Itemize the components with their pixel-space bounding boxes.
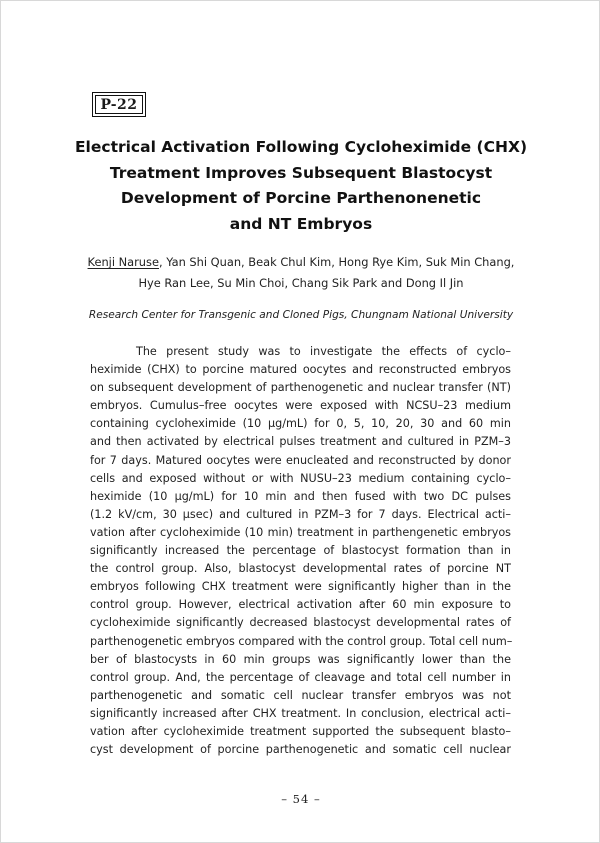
abstract-line: cycloheximide significantly decreased blastocyst developmental rates of (90, 616, 511, 630)
co-authors: , Yan Shi Quan, Beak Chul Kim, Hong Rye Kim, Suk Min Chang, (158, 255, 515, 269)
abstract-line: cells and exposed without or with NUSU–23 medium containing cyclo– (90, 471, 511, 485)
title-line: Development of Porcine Parthenonenetic (120, 189, 482, 207)
title-line: Treatment Improves Subsequent Blastocyst (109, 163, 493, 182)
abstract-line: and then activated by electrical pulses treatment and cultured in PZM–3 (90, 435, 511, 449)
author-list (61, 252, 541, 293)
abstract-line: the control group. Also, blastocyst developmental rates of porcine NT (90, 562, 511, 576)
abstract-line: containing cycloheximide (10 μg/mL) for 0, 5, 10, 20, 30 and 60 min (90, 417, 511, 431)
poster-code: P-22 (100, 96, 138, 113)
abstract-line: parthenogenetic and somatic cell nuclear transfer embryos was not (90, 688, 511, 702)
abstract-line: control group. And, the percentage of cleavage and total cell number in (90, 670, 511, 684)
abstract-line: heximide (CHX) to porcine matured oocytes and reconstructed embryos (90, 363, 511, 377)
abstract-line: control group. However, electrical activation after 60 min exposure to (90, 598, 511, 612)
paper-title (61, 135, 541, 237)
abstract-line: vation after cycloheximide (10 min) treatment in parthengenetic embryos (90, 525, 511, 539)
page-number: – 54 – (281, 792, 321, 806)
abstract-line: The present study was to investigate the effects of cyclo– (136, 345, 511, 358)
abstract-line: ber of blastocysts in 60 min groups was significantly lower than the (90, 652, 511, 666)
title-line: and NT Embryos (229, 214, 373, 233)
abstract-line: significantly increased the percentage of blastocyst formation than in (90, 544, 511, 558)
abstract-line: parthenogenetic embryos compared with the control group. Total cell num– (90, 634, 513, 648)
poster-code-box (92, 92, 146, 117)
abstract-body (90, 343, 511, 759)
abstract-line: embryos. Cumulus–free oocytes were exposed with NCSU–23 medium (90, 399, 511, 413)
abstract-line: for 7 days. Matured oocytes were enucleated and reconstructed by donor (90, 453, 511, 467)
abstract-line: significantly increased after CHX treatment. In conclusion, electrical acti– (90, 706, 511, 720)
author-line (61, 252, 541, 273)
abstract-line: cyst development of porcine parthenogenetic and somatic cell nuclear (90, 743, 511, 757)
abstract-line: vation after cycloheximide treatment supported the subsequent blasto– (90, 724, 511, 738)
abstract-line: on subsequent development of parthenogenetic and nuclear transfer (NT) (90, 381, 511, 395)
author-line: Hye Ran Lee, Su Min Choi, Chang Sik Park and Dong Il Jin (138, 275, 464, 290)
abstract-line: (1.2 kV/cm, 30 μsec) and cultured in PZM–3 for 7 days. Electrical acti– (90, 507, 511, 521)
affiliation: Research Center for Transgenic and Cloned Pigs, Chungnam National University (88, 309, 514, 321)
abstract-line: embryos following CHX treatment were significantly higher than in the (90, 580, 511, 594)
title-line: Electrical Activation Following Cycloheximide (CHX) (74, 138, 528, 156)
first-author: Kenji Naruse (87, 255, 159, 269)
abstract-line: heximide (10 μg/mL) for 10 min and then fused with two DC pulses (90, 489, 511, 503)
